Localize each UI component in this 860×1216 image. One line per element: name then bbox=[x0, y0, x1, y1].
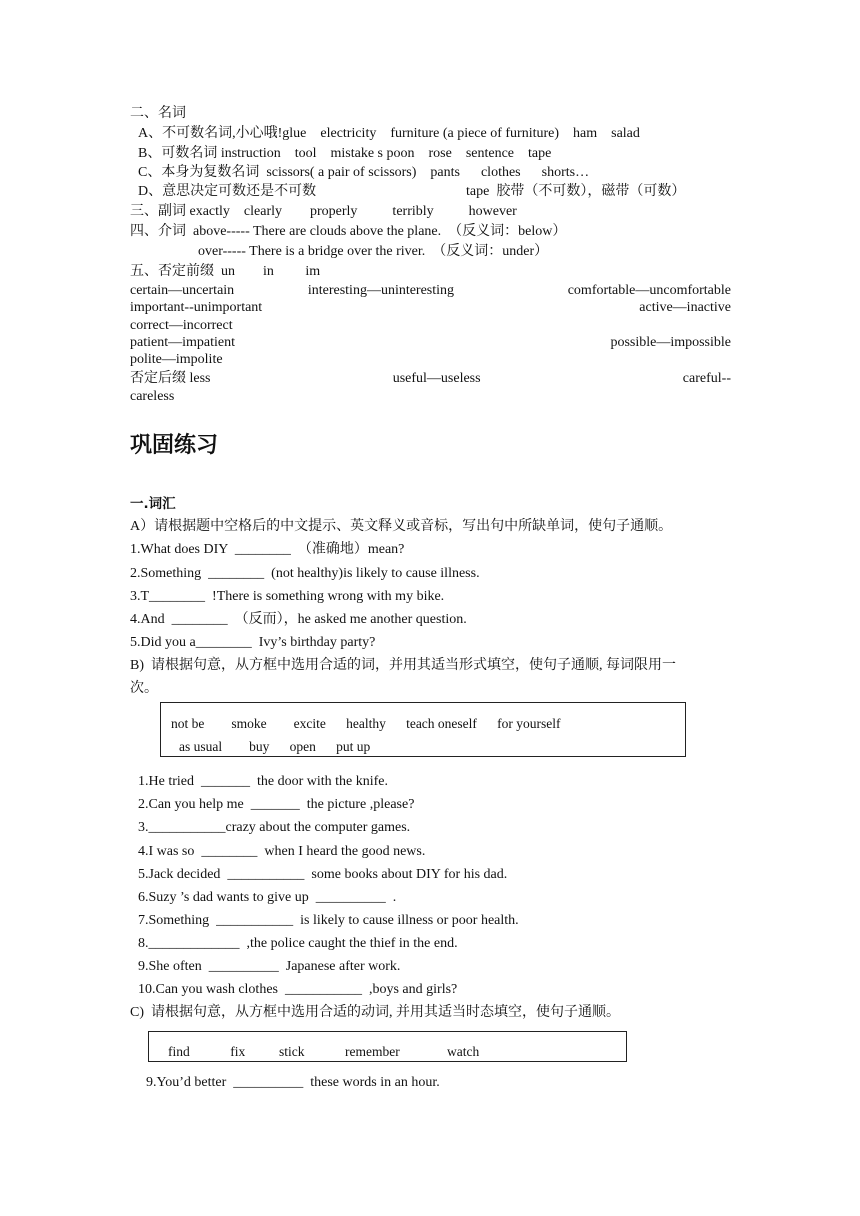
noun-a-line: A、不可数名词,小心哦!glue electricity furniture (a piece of furniture) ham salad bbox=[138, 126, 640, 141]
prepositions-line-2: over----- There is a bridge over the river. （反义词：under） bbox=[198, 244, 549, 259]
suffix-row bbox=[130, 370, 731, 388]
question-b10: 10.Can you wash clothes ___________ ,boys and girls? bbox=[138, 982, 458, 997]
word-box-b-line-1: not be smoke excite healthy teach oneself for yourself bbox=[171, 716, 561, 731]
question-b2: 2.Can you help me _______ the picture ,please? bbox=[138, 797, 415, 812]
prefix-pair: possible—impossible bbox=[610, 335, 731, 350]
prefix-pair: important--unimportant bbox=[130, 300, 263, 315]
prefix-pair: patient—impatient bbox=[130, 335, 235, 350]
question-b6: 6.Suzy ’s dad wants to give up __________ . bbox=[138, 890, 397, 905]
suffix-pair: careful-- bbox=[682, 371, 731, 386]
prefix-pair: active—inactive bbox=[639, 300, 731, 315]
suffix-row-continued: careless bbox=[130, 389, 175, 404]
question-b3: 3.___________crazy about the computer games. bbox=[138, 820, 411, 835]
word-box-c bbox=[148, 1031, 627, 1062]
noun-d-right: tape 胶带（不可数），磁带（可数） bbox=[466, 184, 686, 199]
vocabulary-heading: 一.词汇 bbox=[130, 496, 176, 512]
practice-title: 巩固练习 bbox=[130, 433, 219, 458]
question-b5: 5.Jack decided ___________ some books about DIY for his dad. bbox=[138, 867, 508, 882]
question-a3: 3.T________ !There is something wrong with my bike. bbox=[130, 589, 445, 604]
question-a5: 5.Did you a________ Ivy’s birthday party? bbox=[130, 635, 376, 650]
negative-prefix-heading: 五、否定前缀 un in im bbox=[130, 264, 321, 279]
question-b1: 1.He tried _______ the door with the knife. bbox=[138, 774, 389, 789]
prefix-pair: interesting—uninteresting bbox=[307, 283, 455, 298]
question-b7: 7.Something ___________ is likely to cause illness or poor health. bbox=[138, 913, 519, 928]
question-b4: 4.I was so ________ when I heard the good news. bbox=[138, 844, 426, 859]
prefix-row-2 bbox=[130, 299, 731, 317]
noun-c-line: C、本身为复数名词 scissors( a pair of scissors) pants clothes shorts… bbox=[138, 165, 590, 180]
question-a1: 1.What does DIY ________ （准确地）mean? bbox=[130, 542, 405, 557]
nouns-heading: 二、名词 bbox=[130, 106, 186, 121]
question-c9: 9.You’d better __________ these words in an hour. bbox=[146, 1075, 440, 1090]
prefix-row-3: correct—incorrect bbox=[130, 318, 233, 333]
word-box-b-line-2: as usual buy open put up bbox=[179, 739, 371, 754]
noun-b-line: B、可数名词 instruction tool mistake s poon rose sentence tape bbox=[138, 146, 552, 161]
question-a2: 2.Something ________ (not healthy)is likely to cause illness. bbox=[130, 566, 480, 581]
word-box-c-line: find fix stick remember watch bbox=[168, 1044, 480, 1059]
suffix-pair: useful—useless bbox=[392, 371, 481, 386]
prefix-pair: certain—uncertain bbox=[130, 283, 235, 298]
prefix-pair: comfortable—uncomfortable bbox=[567, 283, 731, 298]
word-box-b bbox=[160, 702, 686, 757]
part-c-instructions: C) 请根据句意，从方框中选用合适的动词, 并用其适当时态填空，使句子通顺。 bbox=[130, 1005, 620, 1020]
question-a4: 4.And ________ （反而），he asked me another question. bbox=[130, 612, 467, 627]
part-b-instructions-continued: 次。 bbox=[130, 681, 158, 696]
noun-d-left: D、意思决定可数还是不可数 bbox=[138, 184, 317, 199]
part-a-instructions: A）请根据题中空格后的中文提示、英文释义或音标，写出句中所缺单词，使句子通顺。 bbox=[130, 519, 673, 534]
part-b-instructions: B) 请根据句意，从方框中选用合适的词，并用其适当形式填空，使句子通顺, 每词限用一 bbox=[130, 658, 676, 673]
suffix-heading: 否定后缀 less bbox=[130, 371, 211, 386]
adverbs-line: 三、副词 exactly clearly properly terribly however bbox=[130, 204, 517, 219]
prefix-row-1 bbox=[130, 282, 731, 300]
prepositions-line-1: 四、介词 above----- There are clouds above the plane. （反义词：below） bbox=[130, 224, 567, 239]
question-b9: 9.She often __________ Japanese after work. bbox=[138, 959, 401, 974]
prefix-row-4 bbox=[130, 334, 731, 352]
question-b8: 8._____________ ,the police caught the thief in the end. bbox=[138, 936, 458, 951]
prefix-row-5: polite—impolite bbox=[130, 352, 223, 367]
